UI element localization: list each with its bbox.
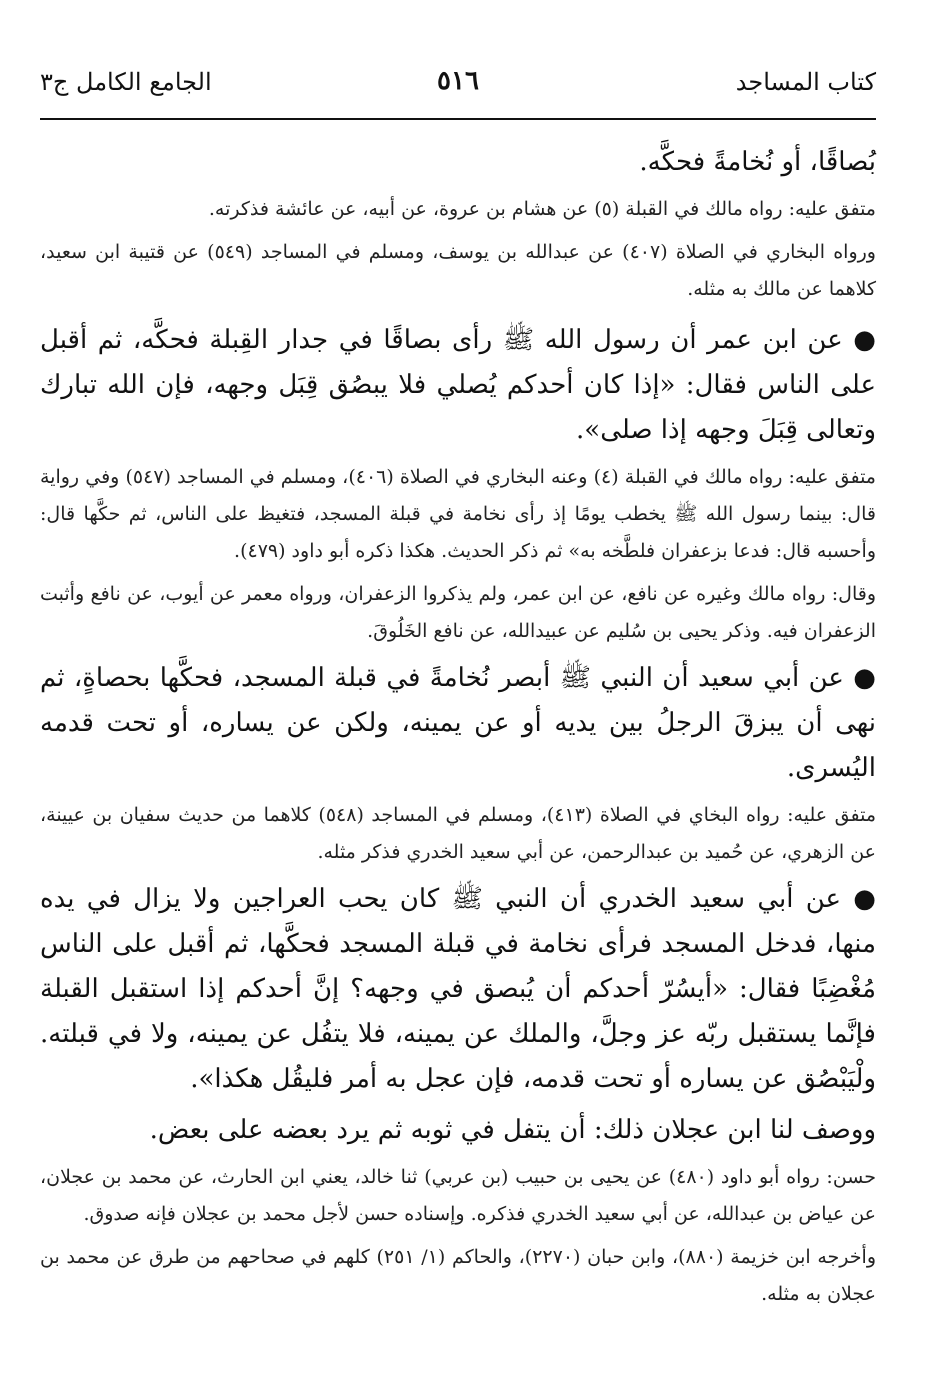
hadith-text: ● عن ابن عمر أن رسول الله ﷺ رأى بصاقًا في جدار القِبلة فحكَّه، ثم أقبل على الناس فقال: «إذا كان أحدكم يُصلي فلا يبصُق قِبَل وجهه، فإن الله تبارك وتعالى قِبَلَ وجهه إذا صلى». (40, 325, 876, 445)
book-title: الجامع الكامل ج٣ (40, 68, 212, 96)
page-body (40, 140, 876, 1313)
hadith-source-note: وقال: رواه مالك وغيره عن نافع، عن ابن عمر، ولم يذكروا الزعفران، ورواه معمر عن أيوب، عن نافع وأثبت الزعفران فيه. وذكر يحيى بن سُليم عن عبيدالله، عن نافع الخَلُوقَ. (40, 583, 876, 642)
header-rule (40, 118, 876, 120)
page (40, 62, 876, 1313)
hadith-source-note: ورواه البخاري في الصلاة (٤٠٧) عن عبدالله بن يوسف، ومسلم في المساجد (٥٤٩) عن قتيبة ابن سعيد، كلاهما عن مالك به مثله. (40, 241, 876, 300)
hadith-source-note: متفق عليه: رواه البخاي في الصلاة (٤١٣)، ومسلم في المساجد (٥٤٨) كلاهما من حديث سفيان بن عيينة، عن الزهري، عن حُميد بن عبدالرحمن، عن أبي سعيد الخدري فذكر مثله. (40, 804, 877, 863)
page-number: ٥١٦ (437, 66, 479, 96)
hadith-text: ● عن أبي سعيد الخدري أن النبي ﷺ كان يحب العراجين ولا يزال في يده منها، فدخل المسجد فرأى نخامة في قبلة المسجد فحكَّها، ثم أقبل على الناس مُغْضِبًا فقال: «أيسُرّ أحدكم أن يُبصق في وجهه؟ إنَّ أحدكم إذا استقبل القبلة فإنَّما يستقبل ربّه عز وجلَّ، والملك عن يمينه، فلا يتفُل عن يمينه، ولا في قبلته. ولْيَبْصُق عن يساره أو تحت قدمه، فإن عجل به أمر فليقُل هكذا». (40, 884, 876, 1094)
hadith-text: بُصاقًا، أو نُخامةً فحكَّه. (639, 147, 876, 177)
hadith-source-note: وأخرجه ابن خزيمة (٨٨٠)، وابن حبان (٢٢٧٠)، والحاكم (١/ ٢٥١) كلهم في صحاحهم من طرق عن محمد بن عجلان به مثله. (40, 1246, 876, 1305)
hadith-source-note: حسن: رواه أبو داود (٤٨٠) عن يحيى بن حبيب (بن عربي) ثنا خالد، يعني ابن الحارث، عن محمد بن عجلان، عن عياض بن عبدالله، عن أبي سعيد الخدري فذكره. وإسناده حسن لأجل محمد بن عجلان فإنه صدوق. (40, 1166, 876, 1225)
hadith-text: ووصف لنا ابن عجلان ذلك: أن يتفل في ثوبه ثم يرد بعضه على بعض. (149, 1115, 876, 1145)
hadith-source-note: متفق عليه: رواه مالك في القبلة (٤) وعنه البخاري في الصلاة (٤٠٦)، ومسلم في المساجد (٥٤٧) وفي رواية قال: بينما رسول الله ﷺ يخطب يومًا إذ رأى نخامة في قبلة المسجد، فتغيظ على الناس، ثم حكَّها قال: وأحسبه قال: فدعا بزعفران فلطَّخه به» ثم ذكر الحديث. هكذا ذكره أبو داود (٤٧٩). (40, 466, 876, 562)
hadith-source-note: متفق عليه: رواه مالك في القبلة (٥) عن هشام بن عروة، عن أبيه، عن عائشة فذكرته. (208, 198, 876, 220)
chapter-title: كتاب المساجد (735, 68, 876, 96)
hadith-text: ● عن أبي سعيد أن النبي ﷺ أبصر نُخامةً في قبلة المسجد، فحكَّها بحصاةٍ، ثم نهى أن يبزقَ الرجلُ بين يديه أو عن يمينه، ولكن عن يساره، أو تحت قدمه اليُسرى. (40, 663, 876, 783)
running-header (40, 62, 876, 102)
